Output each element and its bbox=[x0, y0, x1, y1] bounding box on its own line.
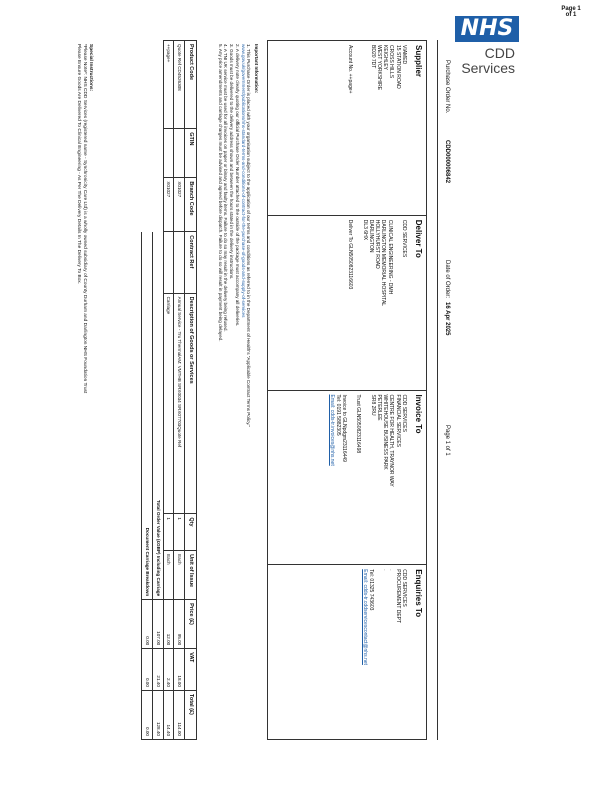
cell-product-code: Quote Ref CD4526308 bbox=[174, 41, 185, 129]
deliver-line: DL3 6HX bbox=[361, 219, 368, 241]
special-line: *Please Note*: NHS CDD Services (registered name - Synchronicity Care Ltd) is a wholly owned subsidiary of County Durham and Darlington NHS Foundation Trust bbox=[82, 44, 88, 394]
enquiries-line: . bbox=[382, 569, 389, 571]
supplier-account: Account No. ++page+ bbox=[347, 45, 354, 94]
column-header: Contract Ref bbox=[185, 232, 197, 293]
cell-qty: 1 bbox=[163, 514, 174, 551]
order-date: 16 Apr 2025 bbox=[444, 302, 450, 336]
invoice-tel: Tel: 0191 5882305 bbox=[335, 394, 341, 436]
deliver-ref: Deliver To GLN5050823116603 bbox=[347, 219, 354, 290]
column-header: Product Code bbox=[185, 41, 197, 129]
supplier-line: VIAMED bbox=[401, 45, 407, 65]
cell-unit: Each bbox=[163, 551, 174, 600]
info-line: 4. A TNI UK service must be used for all invoices on paper or binary and faulty items. Failure to do so may result in the delivery being refused. bbox=[223, 44, 229, 332]
invoice-to-box bbox=[268, 391, 426, 566]
deliver-line: CDD SERVICES bbox=[401, 219, 407, 258]
deliver-line: DARLINGTON bbox=[368, 219, 374, 253]
deliver-to-box bbox=[268, 216, 426, 391]
invoice-line: FINANCIAL SERVICES bbox=[394, 394, 401, 448]
supplier-line: CROSS HILLS bbox=[388, 45, 395, 79]
column-header: Price (£) bbox=[185, 600, 197, 649]
invoice-email[interactable]: Email: cdds-tr.invoices@nhs.net bbox=[328, 394, 335, 466]
purchase-order-sheet bbox=[45, 40, 455, 740]
invoice-line: WHITEHOUSE BUSINESS PARK bbox=[382, 394, 389, 470]
info-line: 1. This Purchase Order is placed with your organisation subject to the application of our terms and conditions as referred to in the Department of Health's "Applicable Contract Terms Policy." bbox=[246, 44, 252, 428]
cell-vat: 18.00 bbox=[174, 649, 185, 691]
info-line: 5. Any price amendments and carriage charges must be advised and agreed before dispatch. Failure to do so will result in payment being delayed. bbox=[217, 44, 223, 342]
order-lines-table bbox=[141, 40, 197, 740]
deliver-line: CLINICAL ENGINEERING - DMH bbox=[386, 219, 393, 295]
po-label: Purchase Order No. bbox=[444, 60, 450, 114]
column-header: Qty bbox=[185, 514, 197, 551]
breakdown-price: 0.00 bbox=[142, 600, 153, 649]
table-row bbox=[174, 41, 185, 740]
info-line: 3. Goods must be delivered to the delivery address shown and between the hours stated in the delivery instructions. bbox=[229, 44, 235, 280]
table-row bbox=[163, 41, 174, 740]
cell-total: 14.40 bbox=[163, 690, 174, 739]
info-heading: Important Information: bbox=[254, 44, 259, 94]
invoice-heading: Invoice To bbox=[414, 394, 423, 434]
breakdown-total: 0.00 bbox=[142, 690, 153, 739]
enquiries-heading: Enquiries To bbox=[414, 569, 423, 618]
cell-contract-ref bbox=[174, 232, 185, 293]
nhs-logo: NHS bbox=[455, 16, 519, 42]
brand-line-2: Services bbox=[461, 60, 515, 76]
column-header: Description of Goods or Services bbox=[185, 293, 197, 514]
invoice-line: SR8 2RU bbox=[369, 394, 376, 416]
cell-description: Carriage bbox=[163, 293, 174, 514]
table-header-row bbox=[185, 41, 197, 740]
sheet-page: Page 1 of 1 bbox=[444, 425, 450, 456]
cell-total: 114.00 bbox=[174, 690, 185, 739]
cell-vat: 2.40 bbox=[163, 649, 174, 691]
supplier-heading: Supplier bbox=[414, 45, 423, 78]
cell-description: Annual Service - Tru ThermalAM: VMTHB SRX0034 SRX07703Quote Ref bbox=[174, 293, 185, 514]
enquiries-email[interactable]: Email: cdds-tr.cddservicescontact@nhs.net bbox=[361, 569, 368, 665]
enquiries-line: PROCUREMENT DEPT bbox=[394, 569, 401, 624]
deliver-heading: Deliver To bbox=[414, 219, 423, 258]
column-header: Total (£) bbox=[185, 690, 197, 739]
cell-contract-ref bbox=[163, 232, 174, 293]
supplier-line: KEIGHLEY bbox=[382, 45, 389, 71]
brand-name bbox=[455, 46, 515, 76]
cell-gtin bbox=[174, 129, 185, 178]
special-line: Please Ensure Goods Are Delivered To Clinical Engineering - As Per The Delivery Details In The Delivery To Box. bbox=[76, 44, 82, 285]
cell-gtin bbox=[163, 129, 174, 178]
cell-product-code: ++page+ bbox=[163, 41, 174, 129]
column-header: Unit of Issue bbox=[185, 551, 197, 600]
cell-price: 12.00 bbox=[163, 600, 174, 649]
order-date-label: Date of Order: bbox=[444, 260, 450, 299]
supplier-box bbox=[268, 41, 426, 216]
important-information bbox=[217, 44, 259, 734]
cell-price: 95.00 bbox=[174, 600, 185, 649]
supplier-line: 15 STATION ROAD bbox=[394, 45, 401, 89]
enquiries-tel: Tel: 01325 743603 bbox=[368, 569, 374, 611]
address-panel bbox=[267, 40, 427, 740]
invoice-line: PETERLEE bbox=[376, 394, 382, 421]
total-vat: 21.40 bbox=[152, 649, 163, 691]
column-header: GTIN bbox=[185, 129, 197, 178]
total-value: 128.40 bbox=[152, 690, 163, 739]
total-row bbox=[152, 41, 163, 740]
column-header: Branch Code bbox=[185, 178, 197, 232]
column-header: VAT bbox=[185, 649, 197, 691]
cell-qty: 1 bbox=[174, 514, 185, 551]
info-line: 2. A delivery note clearly quoting our official Purchase Order Number attached to the outside of the package must accompany all deliveries. bbox=[234, 44, 240, 327]
cell-branch-code: X01027 bbox=[174, 178, 185, 232]
breakdown-vat: 0.00 bbox=[142, 649, 153, 691]
enquiries-line: CDD SERVICES bbox=[401, 569, 407, 607]
order-header bbox=[437, 40, 455, 740]
page-number: Page 1 of 1 bbox=[561, 6, 581, 18]
supplier-line: WEST YORKSHIRE bbox=[376, 45, 382, 91]
total-price: 107.00 bbox=[152, 600, 163, 649]
invoice-gln: Invoice to GLNpdgm23116449 bbox=[341, 394, 348, 462]
breakdown-label: Document Carriage Breakdown bbox=[142, 232, 153, 600]
enquiries-box bbox=[268, 565, 426, 739]
special-heading: Special Instructions: bbox=[88, 44, 93, 92]
invoice-line: CDD SERVICES bbox=[401, 394, 407, 432]
special-instructions bbox=[75, 44, 93, 734]
cell-branch-code: X01027 bbox=[163, 178, 174, 232]
supplier-line: BD20 7DT bbox=[369, 45, 376, 69]
brand-line-1: CDD bbox=[484, 45, 515, 61]
invoice-line: CENTRE FOR HEALTH, TRAYNOR WAY bbox=[388, 394, 395, 487]
deliver-line: HOLLYHURST ROAD bbox=[374, 219, 381, 269]
cell-unit: Each bbox=[174, 551, 185, 600]
carriage-breakdown-row bbox=[142, 41, 153, 740]
enquiries-line: . bbox=[388, 569, 395, 571]
total-label: Total Order Value (£GBP) Including Carriage bbox=[152, 232, 163, 600]
po-number: CDD000006842 bbox=[444, 140, 450, 184]
terms-link[interactable]: www.gov.uk/government/publications/nhs-standard-terms-and-conditions-of-contract-for-the-purchase-of-goods-and-supply-of-services bbox=[240, 44, 246, 318]
deliver-line: DARLINGTON MEMORIAL HOSPITAL bbox=[380, 219, 387, 307]
invoice-trust: Trust GLN5050823116498 bbox=[355, 394, 362, 454]
